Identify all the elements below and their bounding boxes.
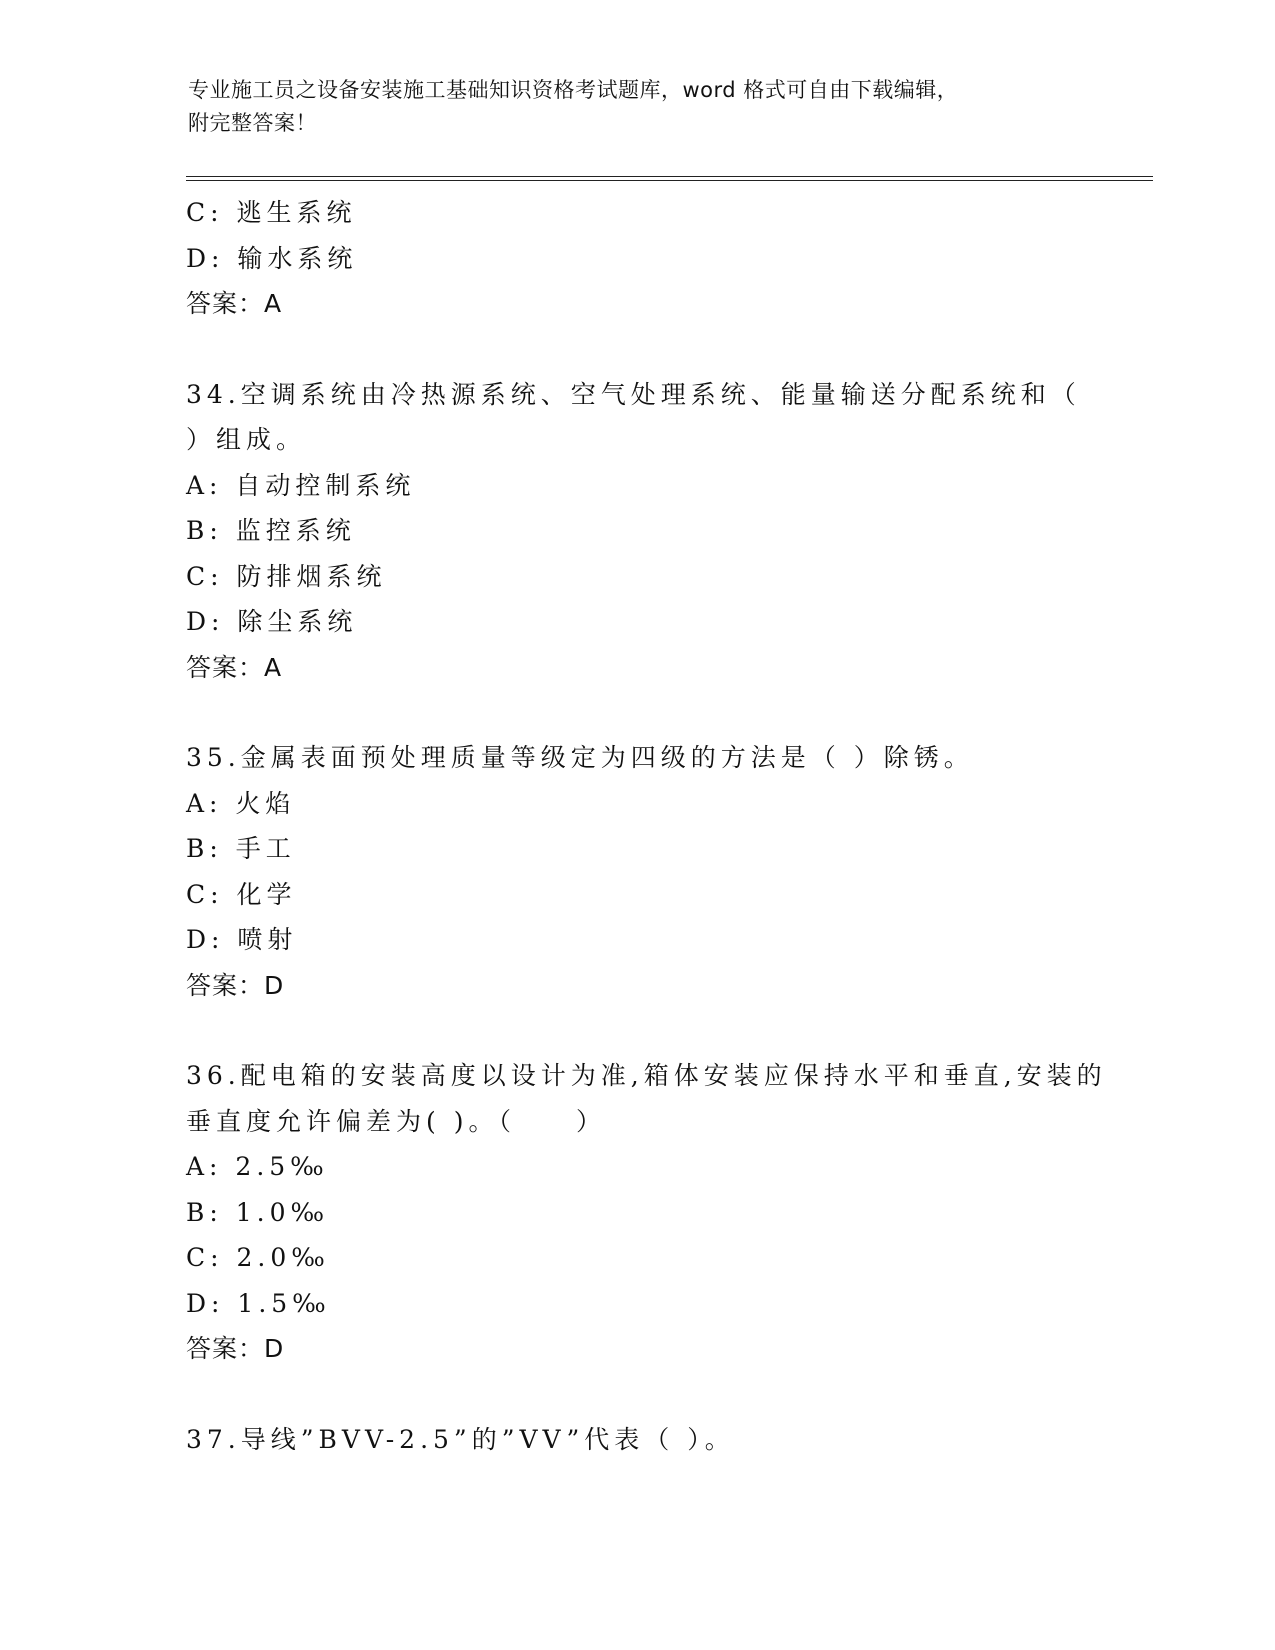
option-line: D: 除尘系统 bbox=[186, 607, 358, 636]
option-line: A: 火焰 bbox=[186, 788, 296, 818]
question-stem: 34.空调系统由冷热源系统、空气处理系统、能量输送分配系统和（ bbox=[186, 379, 1081, 409]
question-stem: 36.配电箱的安装高度以设计为准,箱体安装应保持水平和垂直,安装的 bbox=[186, 1061, 1107, 1090]
option-line: D: 输水系统 bbox=[186, 243, 358, 273]
question-stem: 垂直度允许偏差为( )。（ ） bbox=[186, 1106, 606, 1136]
header-divider bbox=[186, 176, 1153, 181]
question-stem: 35.金属表面预处理质量等级定为四级的方法是（ ）除锈。 bbox=[186, 743, 974, 772]
answer-line: 答案：D bbox=[186, 970, 285, 1000]
option-line: D: 喷射 bbox=[186, 925, 298, 954]
question-stem: ）组成。 bbox=[186, 425, 307, 454]
question-content bbox=[186, 190, 1146, 1462]
question-stem: 37.导线”BVV-2.5”的”VV”代表（ ）。 bbox=[186, 1424, 735, 1454]
header-line-2: 附完整答案！ bbox=[188, 111, 317, 135]
option-line: B: 1.0‰ bbox=[186, 1197, 330, 1227]
option-line: A: 自动控制系统 bbox=[186, 470, 416, 500]
option-line: C: 防排烟系统 bbox=[186, 561, 387, 591]
option-line: D: 1.5‰ bbox=[186, 1288, 331, 1318]
option-line: C: 逃生系统 bbox=[186, 198, 357, 227]
option-line: B: 监控系统 bbox=[186, 516, 356, 545]
option-line: C: 2.0‰ bbox=[186, 1243, 330, 1272]
answer-line: 答案：D bbox=[186, 1334, 285, 1363]
document-header bbox=[188, 74, 1088, 140]
option-line: C: 化学 bbox=[186, 879, 297, 909]
header-line-1: 专业施工员之设备安装施工基础知识资格考试题库，word 格式可自由下载编辑， bbox=[188, 78, 959, 102]
option-line: A: 2.5‰ bbox=[186, 1152, 329, 1181]
option-line: B: 手工 bbox=[186, 834, 296, 863]
answer-line: 答案：A bbox=[186, 652, 283, 682]
answer-line: 答案：A bbox=[186, 289, 283, 318]
